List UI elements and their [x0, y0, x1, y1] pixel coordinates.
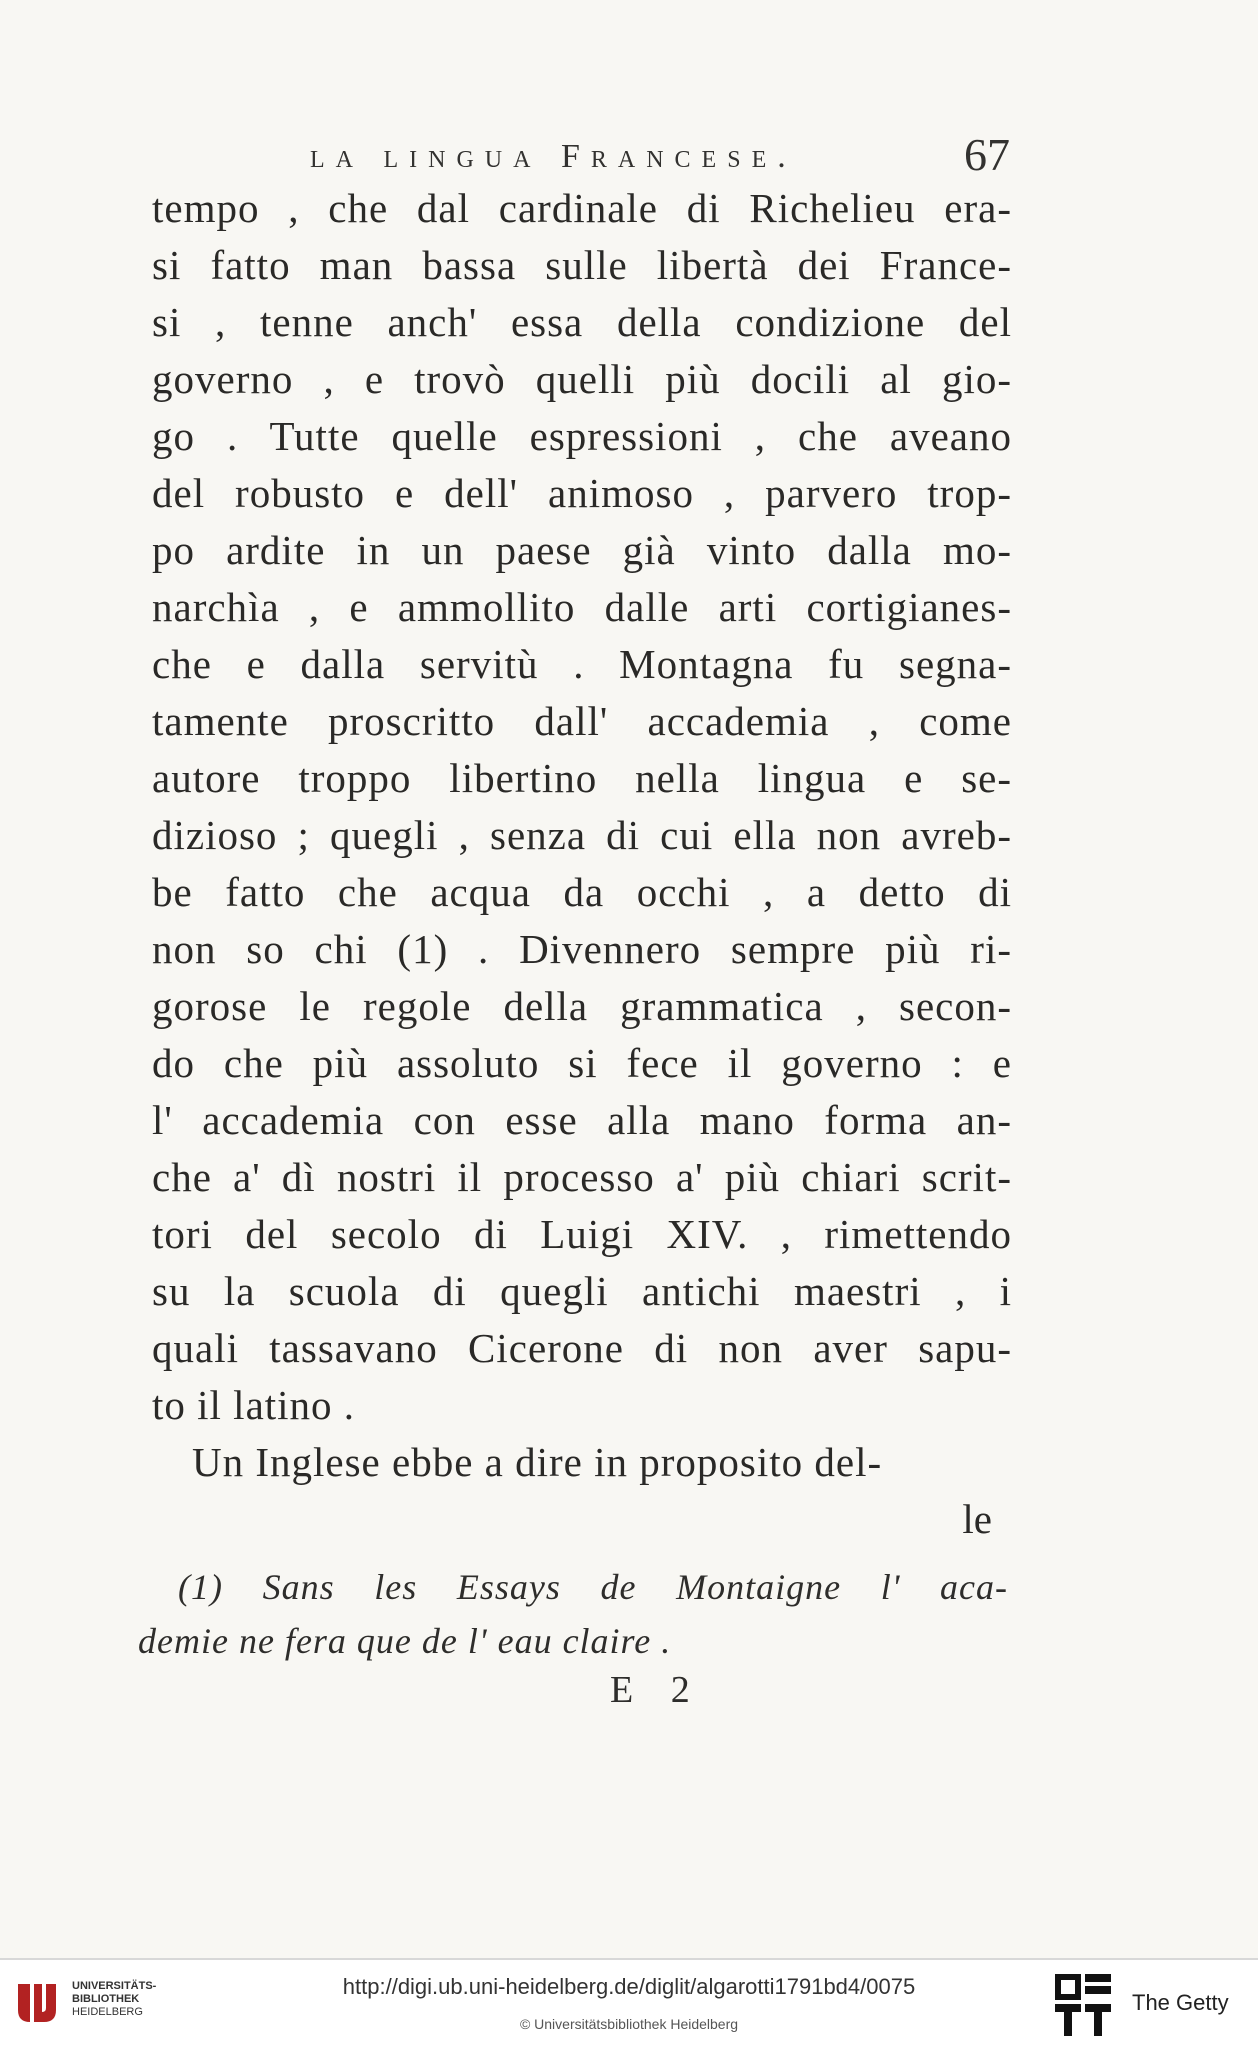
text-line: be fatto che acqua da occhi , a detto di: [152, 869, 1012, 915]
text-line: to il latino .: [152, 1382, 356, 1428]
text-line: gorose le regole della grammatica , secon-: [152, 983, 1012, 1029]
text-line: che e dalla servitù . Montagna fu segna-: [152, 641, 1012, 687]
text-line: si , tenne anch' essa della condizione del: [152, 299, 1012, 345]
text-line: tori del secolo di Luigi XIV. , rimettendo: [152, 1211, 1012, 1257]
library-name-line: UNIVERSITÄTS-: [72, 1980, 157, 1992]
text-line: narchìa , e ammollito dalle arti cortigianes-: [152, 584, 1012, 630]
text-line: dizioso ; quegli , senza di cui ella non avreb-: [152, 812, 1012, 858]
text-line: tamente proscritto dall' accademia , come: [152, 698, 1012, 744]
catchword: le: [962, 1496, 992, 1542]
page-number: 67: [964, 129, 1010, 180]
body-text: [152, 180, 1012, 1548]
signature-mark: E 2: [610, 1669, 704, 1711]
text-line: del robusto e dell' animoso , parvero trop-: [152, 470, 1012, 516]
copyright-notice: © Universitätsbibliothek Heidelberg: [519, 2016, 739, 2032]
text-line: tempo , che dal cardinale di Richelieu era-: [152, 185, 1012, 231]
running-head: [310, 128, 1010, 188]
text-line: po ardite in un paese già vinto dalla mo-: [152, 527, 1012, 573]
footnote: [138, 1560, 1008, 1668]
text-line: non so chi (1) . Divennero sempre più ri-: [152, 926, 1012, 972]
text-line: si fatto man bassa sulle libertà dei France-: [152, 242, 1012, 288]
library-name-line: BIBLIOTHEK: [72, 1993, 140, 2005]
getty-name: The Getty: [1132, 1990, 1229, 2015]
text-line: go . Tutte quelle espressioni , che aveano: [152, 413, 1012, 459]
footnote-line: demie ne fera que de l' eau claire .: [138, 1621, 672, 1661]
text-line: autore troppo libertino nella lingua e se-: [152, 755, 1012, 801]
footer-bar: [0, 1958, 1258, 2049]
paragraph-start-line: Un Inglese ebbe a dire in proposito del-: [192, 1439, 883, 1485]
text-line: su la scuola di quegli antichi maestri , i: [152, 1268, 1012, 1314]
text-line: l' accademia con esse alla mano forma an-: [152, 1097, 1012, 1143]
text-line: governo , e trovò quelli più docili al gio-: [152, 356, 1012, 402]
getty-logo-icon: [1055, 1974, 1113, 2036]
text-line: che a' dì nostri il processo a' più chiari scrit-: [152, 1154, 1012, 1200]
library-name-line: HEIDELBERG: [72, 2006, 143, 2018]
running-title: la lingua Francese.: [310, 138, 797, 175]
permalink-url[interactable]: http://digi.ub.uni-heidelberg.de/diglit/algarotti1791bd4/0075: [342, 1974, 916, 1999]
footnote-line: (1) Sans les Essays de Montaigne l' aca-: [178, 1567, 1008, 1607]
text-line: do che più assoluto si fece il governo : e: [152, 1040, 1012, 1086]
text-line: quali tassavano Cicerone di non aver sapu-: [152, 1325, 1012, 1371]
